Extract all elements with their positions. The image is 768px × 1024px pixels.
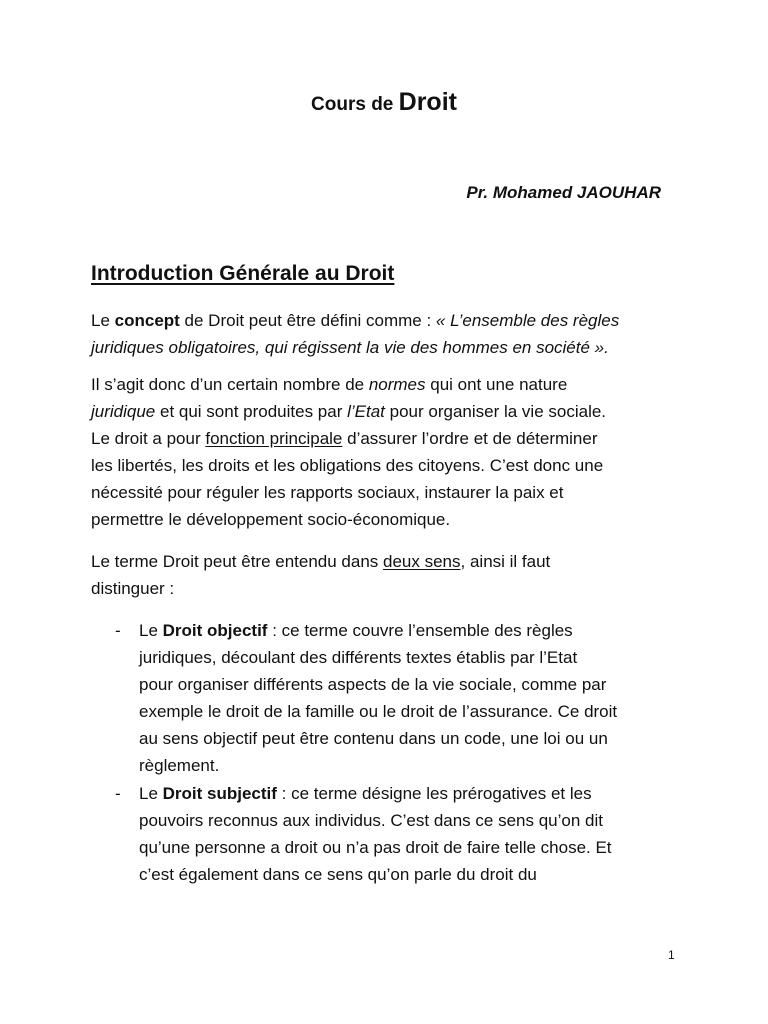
- paragraph-line: [91, 334, 691, 361]
- text-span: Le: [139, 621, 163, 640]
- page-number: 1: [668, 948, 675, 962]
- italic-term: normes: [368, 375, 426, 394]
- bullet-dash: -: [115, 784, 121, 803]
- text-span: et qui sont produites par: [155, 402, 348, 421]
- bold-term: concept: [114, 311, 180, 330]
- bold-term: Droit subjectif: [162, 784, 277, 803]
- text-span: Le droit a pour: [91, 429, 206, 448]
- italic-quote: juridiques obligatoires, qui régissent la vie des hommes en société ».: [91, 338, 609, 357]
- text-span: pour organiser la vie sociale.: [384, 402, 607, 421]
- paragraph-line: [91, 425, 691, 452]
- paragraph-line: [91, 548, 691, 575]
- bullet-line: juridiques, découlant des différents textes établis par l’Etat: [139, 648, 578, 667]
- paragraph-line: distinguer :: [91, 579, 175, 598]
- bullet-dash: -: [115, 621, 121, 640]
- paragraph-line: [91, 398, 691, 425]
- underlined-term: fonction principale: [205, 429, 343, 448]
- paragraph-line: permettre le développement socio-économique.: [91, 510, 451, 529]
- text-span: de Droit peut être défini comme :: [179, 311, 436, 330]
- paragraph-line: les libertés, les droits et les obligations des citoyens. C’est donc une: [91, 456, 604, 475]
- paragraph-two-senses: [91, 548, 691, 602]
- paragraph-norms: [91, 371, 691, 533]
- paragraph-definition: [91, 307, 691, 361]
- italic-term: juridique: [91, 402, 156, 421]
- title-part-2: Droit: [398, 88, 457, 116]
- bullet-line: qu’une personne a droit ou n’a pas droit de faire telle chose. Et: [139, 838, 612, 857]
- text-span: Il s’agit donc d’un certain nombre de: [91, 375, 369, 394]
- bullet-line: règlement.: [139, 756, 220, 775]
- title-part-1: Cours de: [311, 94, 399, 115]
- bullet-line: pouvoirs reconnus aux individus. C’est dans ce sens qu’on dit: [139, 811, 603, 830]
- text-span: d’assurer l’ordre et de déterminer: [342, 429, 598, 448]
- paragraph-line: nécessité pour réguler les rapports sociaux, instaurer la paix et: [91, 483, 564, 502]
- text-span: : ce terme couvre l’ensemble des règles: [267, 621, 573, 640]
- text-span: Le: [139, 784, 163, 803]
- text-span: qui ont une nature: [425, 375, 568, 394]
- text-span: Le terme Droit peut être entendu dans: [91, 552, 384, 571]
- text-span: : ce terme désigne les prérogatives et les: [276, 784, 592, 803]
- paragraph-line: [91, 371, 691, 398]
- bullet-line: [139, 780, 699, 807]
- text-span: Le: [91, 311, 115, 330]
- italic-term: l’Etat: [347, 402, 385, 421]
- author-name: Pr. Mohamed JAOUHAR: [466, 183, 661, 202]
- bullet-subjective-law: [139, 780, 699, 888]
- bold-term: Droit objectif: [162, 621, 268, 640]
- italic-quote: « L’ensemble des règles: [435, 311, 620, 330]
- bullet-line: c’est également dans ce sens qu’on parle du droit du: [139, 865, 537, 884]
- bullet-line: au sens objectif peut être contenu dans un code, une loi ou un: [139, 729, 608, 748]
- section-heading: Introduction Générale au Droit: [91, 262, 395, 285]
- underlined-term: deux sens: [383, 552, 461, 571]
- text-span: , ainsi il faut: [460, 552, 551, 571]
- document-title: [0, 88, 768, 117]
- bullet-line: pour organiser différents aspects de la vie sociale, comme par: [139, 675, 607, 694]
- bullet-line: exemple le droit de la famille ou le droit de l’assurance. Ce droit: [139, 702, 618, 721]
- bullet-line: [139, 617, 699, 644]
- bullet-objective-law: [139, 617, 699, 779]
- paragraph-line: [91, 307, 691, 334]
